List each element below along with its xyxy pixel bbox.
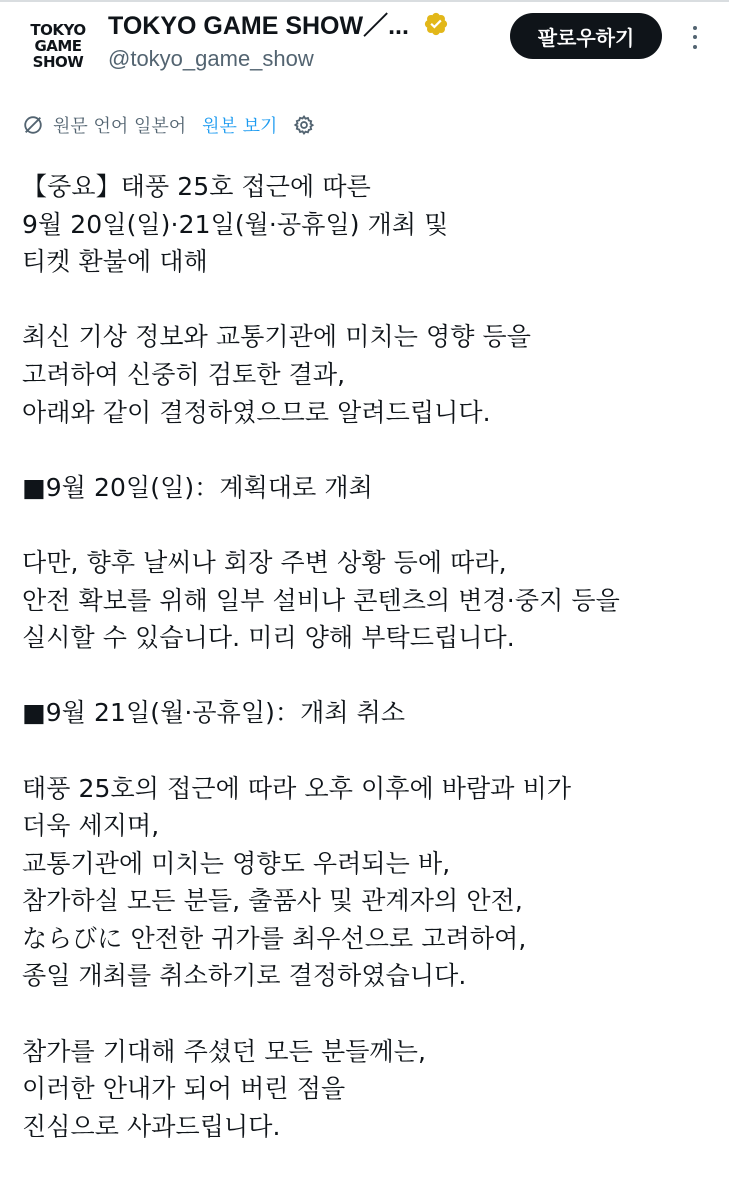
blank-line — [22, 281, 722, 319]
more-dots-icon — [693, 26, 697, 30]
section-heading-day1: ■9월 20일(일)：계획대로 개최 — [22, 472, 373, 502]
tweet-header — [0, 0, 729, 100]
tweet-line: 아래와 같이 결정하였으므로 알려드립니다. — [22, 397, 491, 427]
blank-line — [22, 431, 722, 469]
tweet-line: 더욱 세지며, — [22, 811, 160, 841]
tweet-line: 진심으로 사과드립니다. — [22, 1111, 281, 1141]
blank-line — [22, 657, 722, 695]
blank-line — [22, 995, 722, 1033]
tweet-line: 고려하여 신중히 검토한 결과, — [22, 359, 346, 389]
tweet-line: 다만, 향후 날씨나 회장 주변 상황 등에 따라, — [22, 547, 507, 577]
tweet-line: 교통기관에 미치는 영향도 우려되는 바, — [22, 848, 451, 878]
tweet-line: 참가를 기대해 주셨던 모든 분들께는, — [22, 1036, 426, 1066]
tweet-line: 안전 확보를 위해 일부 설비나 콘텐츠의 변경·중지 등을 — [22, 585, 620, 615]
user-handle[interactable]: @tokyo_game_show — [108, 46, 314, 71]
tweet-line: 【중요】태풍 25호 접근에 따른 — [22, 172, 371, 201]
avatar-line-3: SHOW — [32, 53, 84, 71]
avatar-line-1: TOKYO — [30, 21, 86, 39]
translate-icon — [22, 114, 44, 136]
tweet-line: 실시할 수 있습니다. 미리 양해 부탁드립니다. — [22, 623, 515, 653]
avatar-line-2: GAME — [34, 37, 82, 55]
tweet-line: 태풍 25호의 접근에 따라 오후 이후에 바람과 비가 — [22, 773, 572, 803]
tweet-line: 9월 20일(일)·21일(월·공휴일) 개최 및 — [22, 209, 449, 239]
display-name[interactable]: TOKYO GAME SHOW／... — [108, 12, 409, 40]
tweet-text — [22, 168, 722, 1145]
tweet-line: 참가하실 모든 분들, 출품사 및 관계자의 안전, — [22, 886, 523, 916]
blank-line — [22, 506, 722, 544]
translation-bar — [22, 108, 315, 142]
tweet-line: 최신 기상 정보와 교통기관에 미치는 영향 등을 — [22, 322, 532, 352]
blank-line — [22, 732, 722, 770]
verified-badge-icon — [423, 11, 449, 37]
translation-source-text: 원문 언어 일본어 — [53, 116, 187, 137]
tweet-line: 티켓 환불에 대해 — [22, 247, 208, 277]
follow-button[interactable]: 팔로우하기 — [510, 13, 662, 59]
gear-icon[interactable] — [293, 114, 315, 136]
tweet-line: ならびに 안전한 귀가를 최우선으로 고려하여, — [22, 923, 527, 953]
more-options-button[interactable] — [680, 20, 710, 54]
avatar[interactable] — [22, 10, 94, 82]
show-original-link[interactable]: 원본 보기 — [202, 116, 278, 137]
section-heading-day2: ■9월 21일(월·공휴일)：개최 취소 — [22, 698, 406, 728]
name-row — [108, 6, 449, 42]
tweet-line: 종일 개최를 취소하기로 결정하였습니다. — [22, 961, 467, 991]
tweet-line: 이러한 안내가 되어 버린 점을 — [22, 1074, 346, 1104]
